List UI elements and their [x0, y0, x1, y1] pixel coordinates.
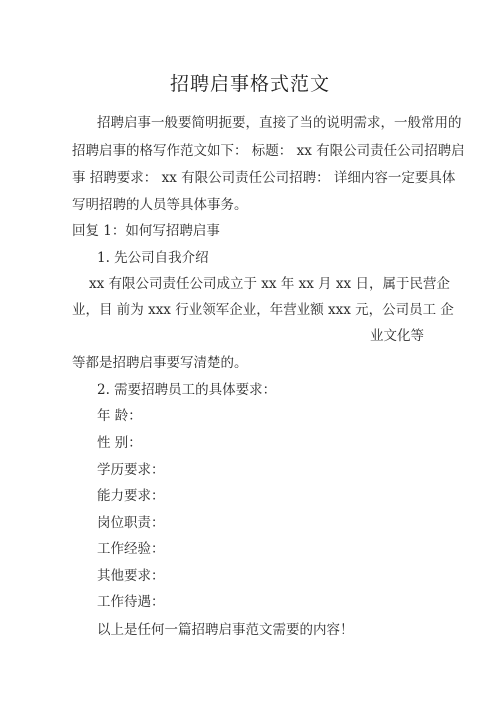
document-title: 招聘启事格式范文 [169, 73, 330, 95]
field-age: 年 龄： [97, 408, 142, 424]
closing-line: 以上是任何一篇招聘启事范文需要的内容！ [97, 622, 354, 638]
section1-line-1: xx 有限公司责任公司成立于 xx 年 xx 月 xx 日，属于民营企 [89, 276, 450, 292]
reply-line: 回复 1：如何写招聘启事 [72, 223, 220, 239]
section1-line-3: 业文化等 [370, 328, 424, 344]
field-other: 其他要求： [97, 568, 165, 584]
field-education: 学历要求： [97, 462, 165, 478]
field-gender: 性 别： [97, 435, 142, 451]
intro-line-1: 招聘启事一般要简明扼要，直接了当的说明需求，一般常用的 [97, 115, 462, 131]
intro-line-3: 事 招聘要求： xx 有限公司责任公司招聘： 详细内容一定要具体 [72, 170, 456, 186]
field-experience: 工作经验： [97, 541, 165, 557]
intro-line-4: 写明招聘的人员等具体事务。 [72, 197, 248, 213]
field-ability: 能力要求： [97, 488, 165, 504]
section2-heading: 2. 需要招聘员工的具体要求： [97, 382, 277, 398]
section1-line-2: 业，目 前为 xxx 行业领军企业，年营业额 xxx 元，公司员工 企 [72, 302, 454, 318]
section1-heading: 1. 先公司自我介绍 [97, 250, 209, 266]
section1-line-4: 等都是招聘启事要写清楚的。 [72, 355, 248, 371]
field-compensation: 工作待遇： [97, 594, 165, 610]
intro-line-2: 招聘启事的格写作范文如下： 标题： xx 有限公司责任公司招聘启 [72, 143, 465, 159]
field-duties: 岗位职责： [97, 515, 165, 531]
